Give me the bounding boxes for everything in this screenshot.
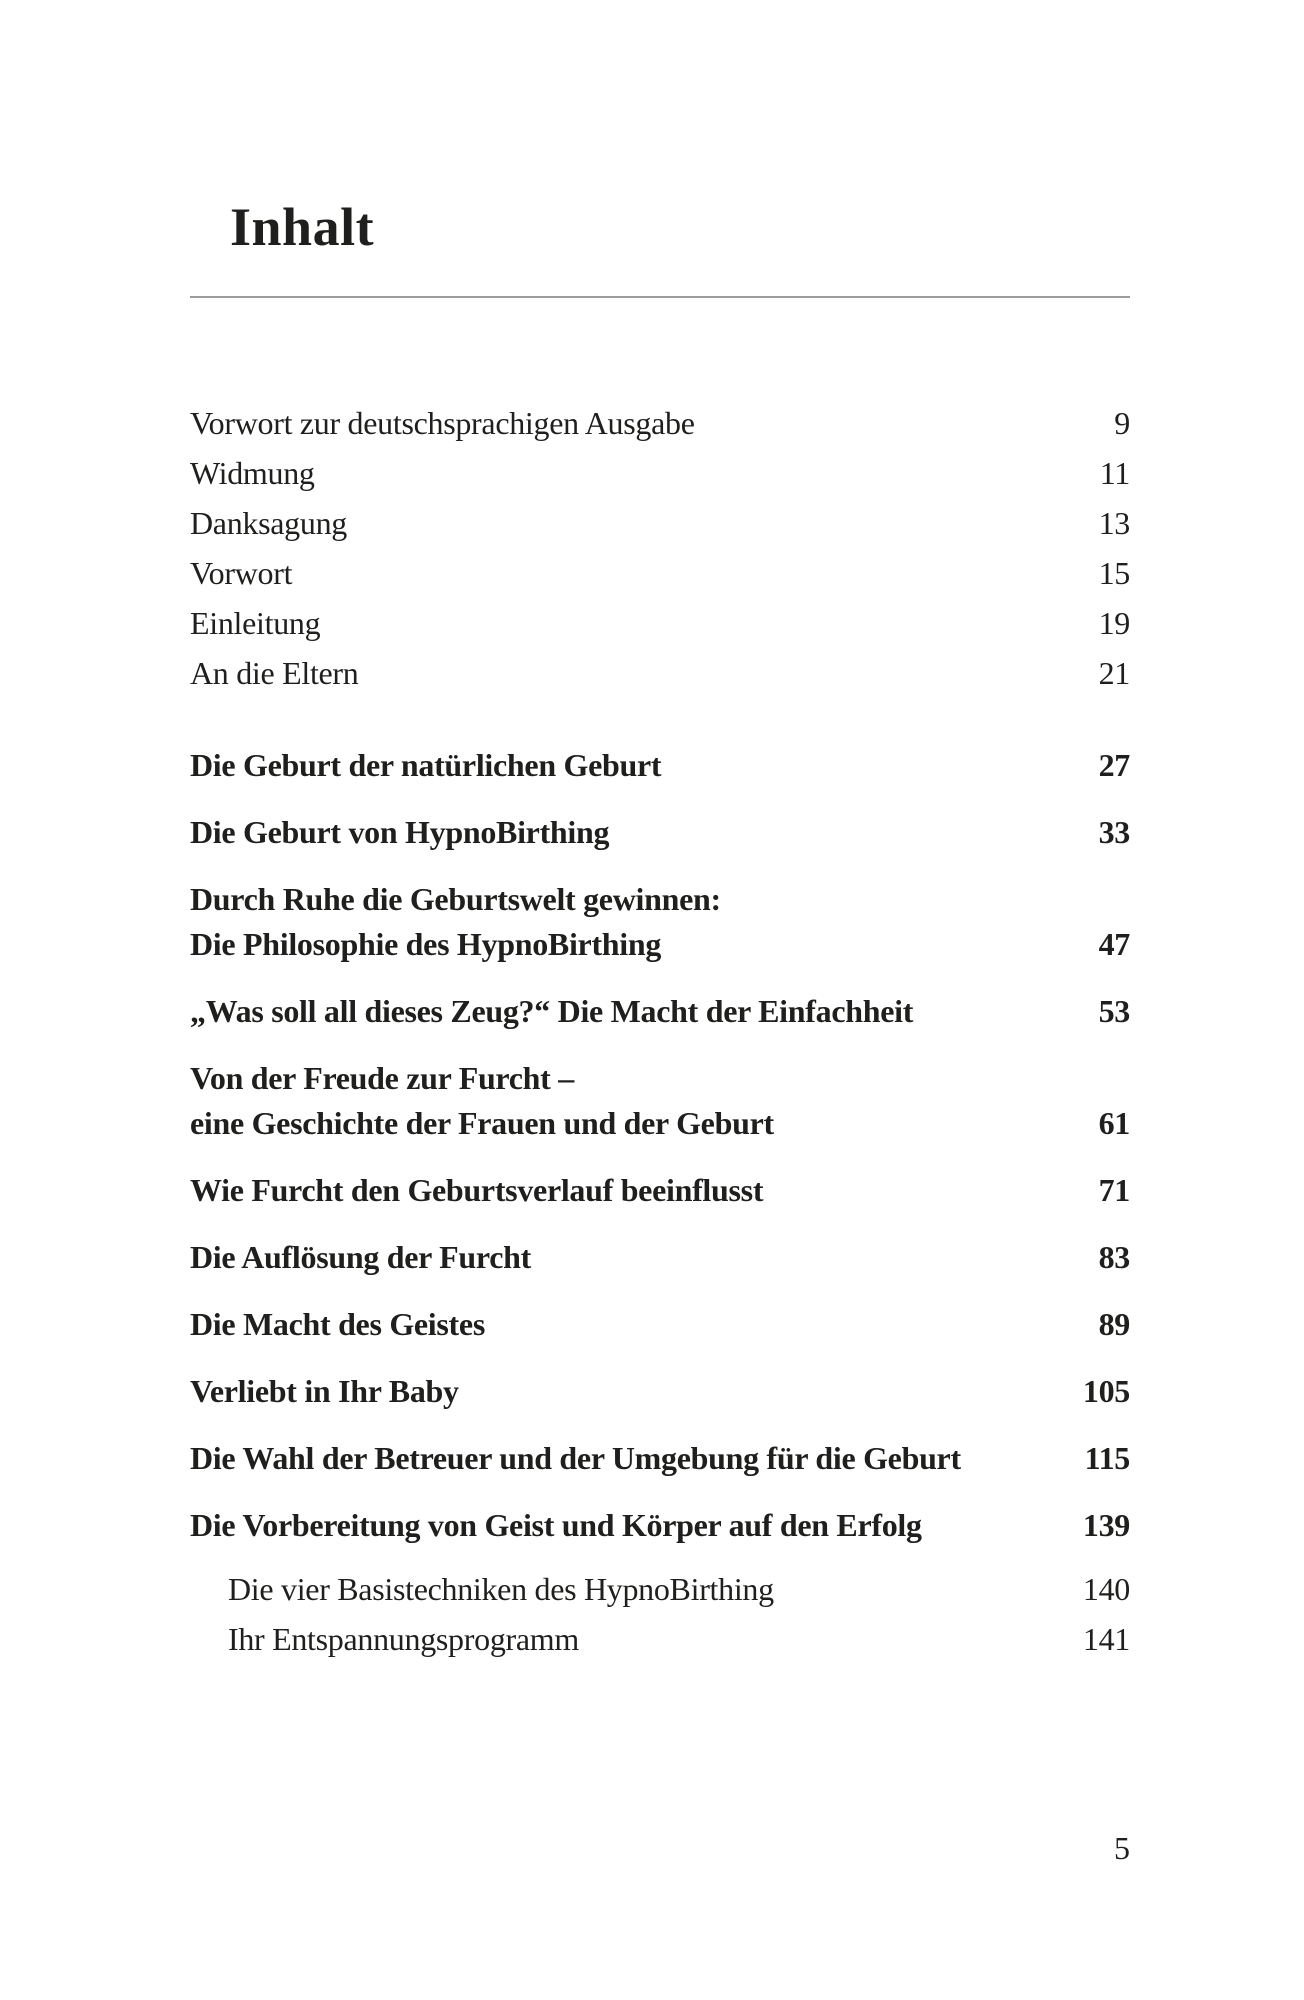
toc-entry-line: „Was soll all dieses Zeug?“ Die Macht der Einfachheit — [190, 993, 914, 1029]
toc-entry — [190, 1564, 1130, 1614]
toc-entry-line: eine Geschichte der Frauen und der Geburt — [190, 1105, 774, 1141]
toc-entry-title — [190, 1056, 774, 1146]
toc-entry-title — [190, 743, 661, 788]
toc-entry-page: 140 — [1082, 1571, 1130, 1607]
toc-entry — [190, 398, 1130, 448]
toc-entry-line: Vorwort zur deutschsprachigen Ausgabe — [190, 405, 695, 441]
toc-entry-page: 9 — [1114, 405, 1130, 441]
toc-entry-page: 13 — [1098, 505, 1130, 541]
toc-entry-title — [190, 1168, 763, 1213]
toc-entry-title — [190, 1503, 922, 1548]
toc-entry-title — [190, 648, 359, 698]
page-content — [190, 0, 1130, 1664]
toc-entry-page: 15 — [1098, 555, 1130, 591]
toc-entry-line: Verliebt in Ihr Baby — [190, 1373, 459, 1409]
toc-entry-page: 83 — [1098, 1239, 1130, 1275]
toc-entry-line: Die Wahl der Betreuer und der Umgebung für die Geburt — [190, 1440, 961, 1476]
toc-entry-title — [228, 1614, 579, 1664]
toc-entry-title — [190, 877, 721, 967]
title-divider — [190, 296, 1130, 298]
toc-entry-title — [190, 810, 609, 855]
toc-entry — [190, 1168, 1130, 1213]
toc-entry-line: Widmung — [190, 455, 315, 491]
toc-entry-title — [190, 1436, 961, 1481]
toc-entry — [190, 1503, 1130, 1548]
toc-entry-page: 71 — [1098, 1172, 1130, 1208]
toc-entry-title — [190, 1302, 485, 1347]
toc-entry-line: An die Eltern — [190, 655, 359, 691]
toc-entry-line: Durch Ruhe die Geburtswelt gewinnen: — [190, 881, 721, 917]
toc-entry-line: Die Geburt von HypnoBirthing — [190, 814, 610, 850]
toc-entry-page: 27 — [1098, 747, 1130, 783]
toc-entry-title — [190, 1235, 531, 1280]
toc-entry-line: Vorwort — [190, 555, 293, 591]
toc-entry — [190, 548, 1130, 598]
toc-entry-title — [190, 1369, 459, 1414]
toc-entry-page: 33 — [1098, 814, 1130, 850]
toc-entry — [190, 743, 1130, 788]
toc-section-front-matter — [190, 398, 1130, 698]
toc-entry — [190, 498, 1130, 548]
toc-section-subsections — [190, 1564, 1130, 1664]
toc-entry — [190, 598, 1130, 648]
toc-entry-page: 115 — [1084, 1440, 1130, 1476]
toc-entry — [190, 1369, 1130, 1414]
toc-entry — [190, 810, 1130, 855]
toc-entry-page: 21 — [1098, 655, 1130, 691]
footer-page-number: 5 — [1114, 1830, 1130, 1866]
toc-entry-page: 53 — [1098, 993, 1130, 1029]
toc-entry-line: Die Auflösung der Furcht — [190, 1239, 531, 1275]
toc-entry-title — [190, 548, 292, 598]
toc-entry — [190, 1436, 1130, 1481]
toc-entry-line: Die Philosophie des HypnoBirthing — [190, 926, 662, 962]
toc-entry — [190, 1056, 1130, 1146]
toc-entry-title — [190, 448, 315, 498]
toc-entry-line: Von der Freude zur Furcht – — [190, 1060, 574, 1096]
toc-entry — [190, 1235, 1130, 1280]
toc-entry-line: Die vier Basistechniken des HypnoBirthing — [228, 1571, 774, 1607]
toc-entry — [190, 448, 1130, 498]
toc-entry-page: 105 — [1082, 1373, 1130, 1409]
toc-entry-page: 141 — [1082, 1621, 1130, 1657]
toc-entry-line: Ihr Entspannungsprogramm — [228, 1621, 579, 1657]
toc-entry — [190, 989, 1130, 1034]
toc-entry — [190, 1614, 1130, 1664]
toc-entry — [190, 877, 1130, 967]
toc-entry-page: 61 — [1098, 1105, 1130, 1141]
toc-entry-page: 47 — [1098, 926, 1130, 962]
toc-entry-page: 11 — [1099, 455, 1130, 491]
toc-entry-line: Wie Furcht den Geburtsverlauf beeinflusst — [190, 1172, 764, 1208]
toc-entry — [190, 1302, 1130, 1347]
toc-entry-line: Die Vorbereitung von Geist und Körper auf den Erfolg — [190, 1507, 922, 1543]
toc-entry-line: Die Macht des Geistes — [190, 1306, 485, 1342]
toc-entry-page: 139 — [1082, 1507, 1130, 1543]
page-title: Inhalt — [230, 197, 375, 257]
toc-entry — [190, 648, 1130, 698]
toc-entry-title — [190, 598, 320, 648]
toc-entry-line: Die Geburt der natürlichen Geburt — [190, 747, 662, 783]
toc-entry-line: Danksagung — [190, 505, 347, 541]
toc-entry-title — [228, 1564, 774, 1614]
toc-entry-title — [190, 498, 347, 548]
toc-entry-line: Einleitung — [190, 605, 321, 641]
toc-entry-page: 89 — [1098, 1306, 1130, 1342]
toc-entry-title — [190, 989, 913, 1034]
toc-section-chapters — [190, 743, 1130, 1548]
toc-list — [190, 398, 1130, 1664]
toc-entry-title — [190, 398, 695, 448]
toc-entry-page: 19 — [1098, 605, 1130, 641]
